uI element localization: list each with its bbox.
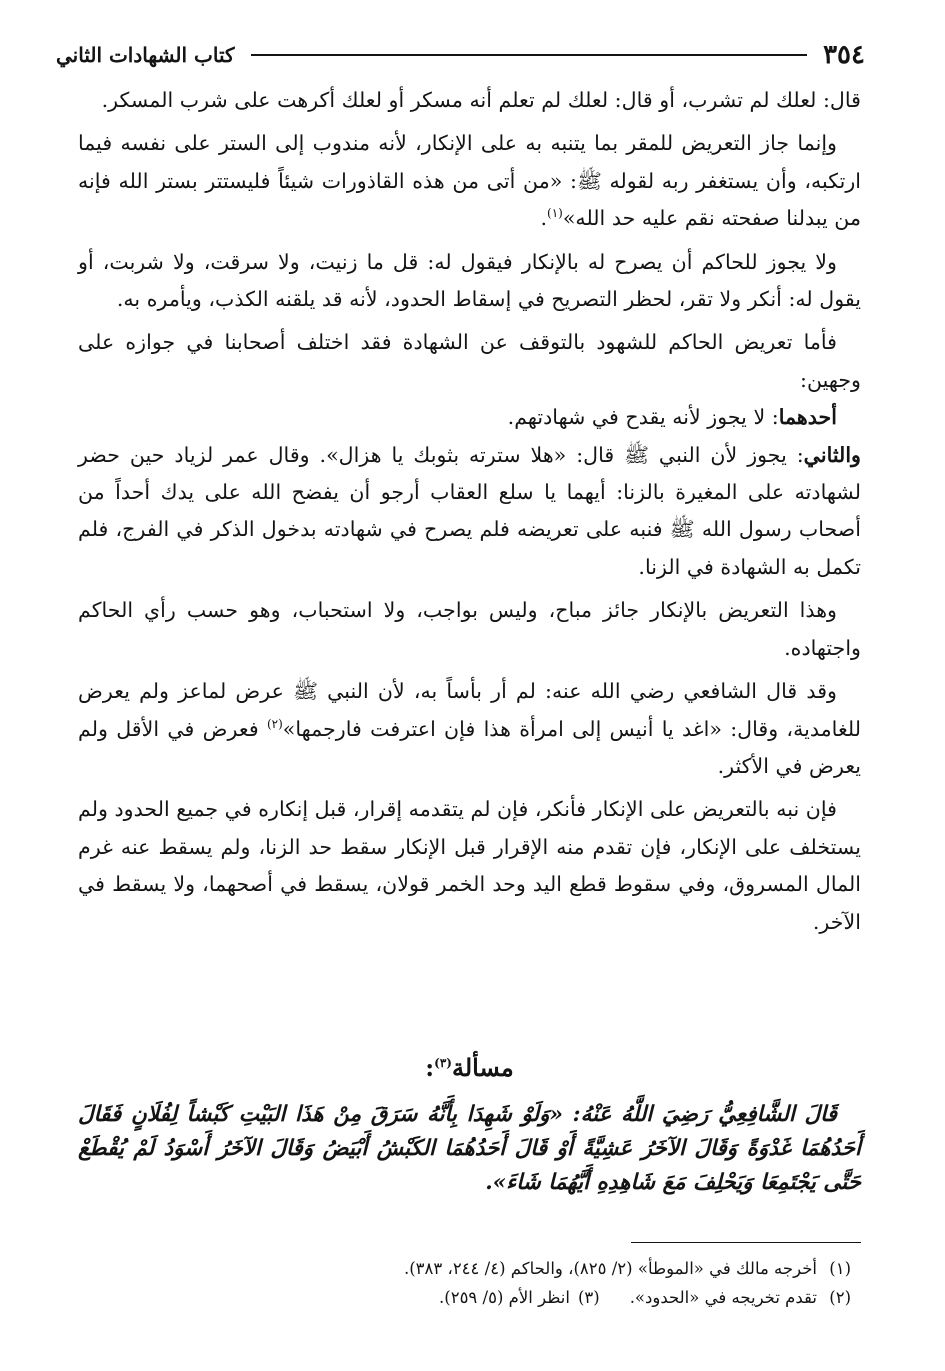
paragraph-8-end: فعرض في الأقل ولم يعرض في الأكثر. <box>78 716 861 778</box>
page-header <box>56 38 865 72</box>
footnote-3-spacer <box>570 1283 578 1312</box>
footnote-2-3 <box>78 1283 861 1312</box>
matn-text: قَالَ الشَّافِعِيُّ رَضِيَ اللَّهُ عَنْهُ: «وَلَوْ شَهِدَا بِأَنَّهُ سَرَقَ مِنْ هَذَا البَيْتِ كَبْشاً لِفُلَانٍ فَقَالَ أَحَدُهُمَا غَدْوَةً وَقَالَ الآخَرُ عَشِيَّةً أَوْ قَالَ أَحَدُهُمَا الكَبْشُ أَبْيَضُ وَقَالَ الآخَرُ أَسْوَدُ لَمْ يُقْطَعْ حَتَّى يَجْتَمِعَا وَيَحْلِفَ مَعَ شَاهِدِهِ أَيَّهُمَا شَاءَ». <box>78 1102 861 1195</box>
footnote-ref-1: (١) <box>547 206 563 221</box>
section-heading-text: مسألة <box>451 1053 514 1082</box>
footnote-ref-3: (٣) <box>434 1056 452 1070</box>
paragraph-7: وهذا التعريض بالإنكار جائز مباح، وليس بواجب، ولا استحباب، وهو حسب رأي الحاكم واجتهاده. <box>78 598 861 660</box>
footnote-ref-2: (٢) <box>266 716 283 731</box>
section-heading-colon: : <box>425 1053 435 1082</box>
footnote-rule <box>631 1242 861 1243</box>
footnote-1 <box>78 1254 861 1283</box>
footnote-1-number: (١) <box>829 1259 851 1278</box>
footnote-3-number: (٣) <box>577 1288 600 1307</box>
second-view-text: : يجوز لأن النبي ﷺ قال: «هلا سترته بثوبك يا هزال». وقال عمر لزياد حين حضر لشهادته على المغيرة بالزنا: أيهما يا سلع العقاب أرجو أن يفضح الله على يدك أحداً من أصحاب رسول الله ﷺ فنبه على تعريضه فلم يصرح في شهادته بدخول الذكر في الفرج، فلم تكمل به الشهادة في الزنا. <box>78 442 861 579</box>
first-view-text: : لا يجوز لأنه يقدح في شهادتهم. <box>507 405 779 430</box>
footnote-1-text: أخرجه مالك في «الموطأ» (٢/ ٨٢٥)، والحاكم (٤/ ٢٤٤، ٣٨٣). <box>403 1259 817 1278</box>
paragraph-1: قال: لعلك لم تشرب، أو قال: لعلك لم تعلم أنه مسكر أو لعلك أكرهت على شرب المسكر. <box>101 88 861 112</box>
footnotes <box>78 1254 861 1312</box>
paragraph-2-text: وإنما جاز التعريض للمقر بما يتنبه به على الإنكار، لأنه مندوب إلى الستر على نفسه فيما ارتكبه، وأن يستغفر ربه لقوله ﷺ: «من أتى من هذه القاذورات شيئاً فليستتر بستر الله فإنه من يبدلنا صفحته نقم عليه حد الله» <box>78 131 861 231</box>
footnote-spacer <box>600 1283 630 1312</box>
page-number: ٣٥٤ <box>823 40 865 70</box>
body-text <box>78 82 861 941</box>
footnote-3-text: انظر الأم (٥/ ٢٥٩). <box>439 1288 570 1307</box>
paragraph-2 <box>78 125 861 237</box>
paragraph-9: فإن نبه بالتعريض على الإنكار فأنكر، فإن لم يتقدمه إقرار، قبل إنكاره في جميع الحدود ولم يستخلف على الإنكار، فإن تقدم منه الإقرار قبل الإنكار سقط حد الزنا، ولم يسقط عنه غرم المال المسروق، وفي سقوط قطع اليد وحد الخمر قولان، يسقط في أصحهما، ولا يسقط في الآخر. <box>78 797 861 934</box>
footnote-2-text: تقدم تخريجه في «الحدود». <box>629 1288 817 1307</box>
running-title: كتاب الشهادات الثاني <box>56 43 235 67</box>
paragraph-8 <box>78 673 861 785</box>
paragraph-8-text: وقد قال الشافعي رضي الله عنه: لم أر بأساً به، لأن النبي ﷺ عرض لماعز ولم يعرض للغامدية، وقال: «اغد يا أنيس إلى امرأة هذا فإن اعترفت فارجمها» <box>78 679 861 741</box>
first-view-label: أحدهما <box>778 405 837 430</box>
paragraph-2-end: . <box>540 206 547 231</box>
paragraph-3: ولا يجوز للحاكم أن يصرح له بالإنكار فيقول له: قل ما زنيت، ولا سرقت، ولا شربت، أو يقول له: أنكر ولا تقر، لحظر التصريح في إسقاط الحدود، لأنه قد يلقنه الكذب، ويأمره به. <box>78 249 861 312</box>
second-view-label: والثاني <box>803 442 861 467</box>
paragraph-5 <box>78 399 861 436</box>
header-rule <box>251 54 808 56</box>
footnote-2-number: (٢) <box>829 1288 851 1307</box>
section-heading <box>78 1050 861 1086</box>
paragraph-4: فأما تعريض الحاكم للشهود بالتوقف عن الشهادة فقد اختلف أصحابنا في جوازه على وجهين: <box>78 330 861 392</box>
paragraph-6 <box>78 437 861 587</box>
